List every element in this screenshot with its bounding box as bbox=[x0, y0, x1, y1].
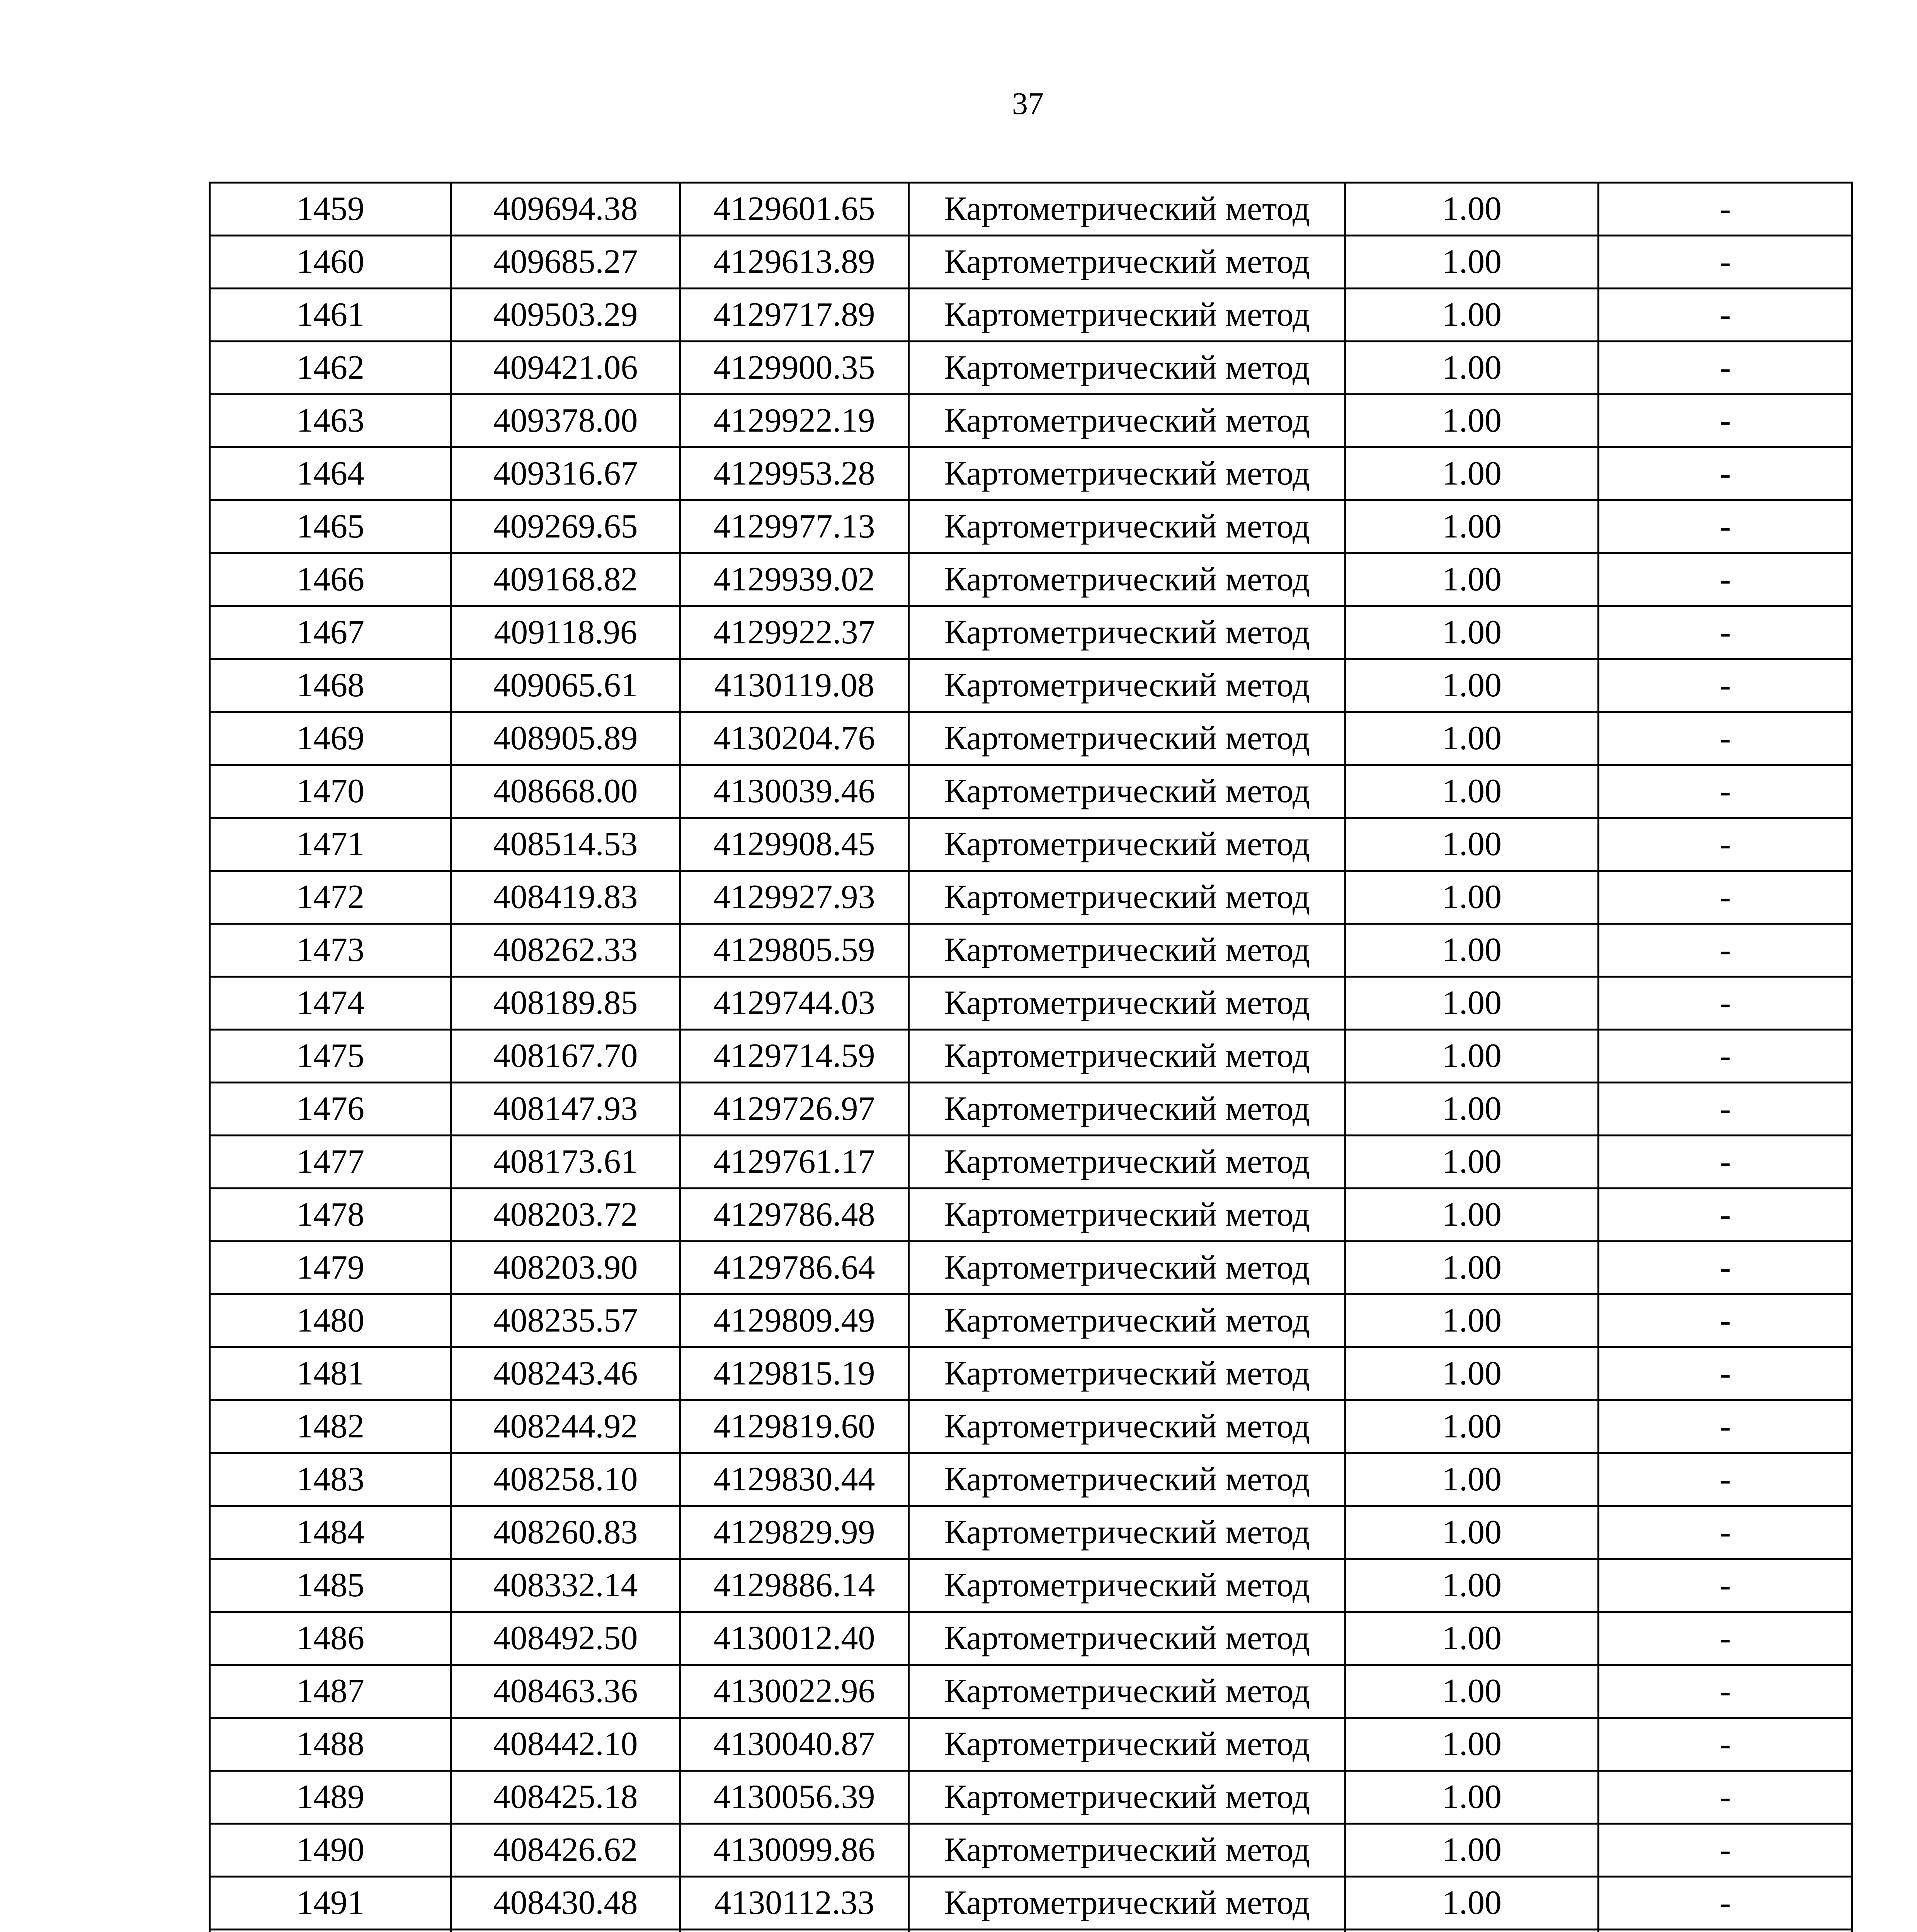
description-cell: - bbox=[1599, 1824, 1852, 1877]
x-coordinate-cell: 408668.00 bbox=[451, 765, 680, 818]
point-number-cell bbox=[210, 1930, 451, 1932]
y-coordinate-cell: 4129809.49 bbox=[680, 1294, 909, 1347]
table-row bbox=[210, 977, 1852, 1030]
y-coordinate-cell: 4129613.89 bbox=[680, 236, 909, 289]
accuracy-cell: 1.00 bbox=[1345, 1347, 1599, 1400]
accuracy-cell: 1.00 bbox=[1345, 659, 1599, 712]
y-coordinate-cell: 4129977.13 bbox=[680, 500, 909, 553]
table-row bbox=[210, 712, 1852, 765]
x-coordinate-cell: 408147.93 bbox=[451, 1083, 680, 1136]
y-coordinate-cell: 4129922.19 bbox=[680, 395, 909, 447]
method-cell: Картометрический метод bbox=[909, 606, 1345, 659]
x-coordinate-cell: 408173.61 bbox=[451, 1136, 680, 1189]
point-number-cell: 1472 bbox=[210, 871, 451, 924]
accuracy-cell: 1.00 bbox=[1345, 606, 1599, 659]
y-coordinate-cell: 4129786.64 bbox=[680, 1242, 909, 1294]
accuracy-cell: 1.00 bbox=[1345, 236, 1599, 289]
accuracy-cell: 1.00 bbox=[1345, 1189, 1599, 1242]
x-coordinate-cell: 409065.61 bbox=[451, 659, 680, 712]
x-coordinate-cell: 408463.36 bbox=[451, 1665, 680, 1718]
accuracy-cell: 1.00 bbox=[1345, 342, 1599, 395]
table-row bbox=[210, 765, 1852, 818]
method-cell: Картометрический метод bbox=[909, 765, 1345, 818]
method-cell: Картометрический метод bbox=[909, 1877, 1345, 1930]
y-coordinate-cell: 4129714.59 bbox=[680, 1030, 909, 1083]
table-row bbox=[210, 1718, 1852, 1771]
accuracy-cell: 1.00 bbox=[1345, 871, 1599, 924]
description-cell: - bbox=[1599, 447, 1852, 500]
method-cell: Картометрический метод bbox=[909, 712, 1345, 765]
x-coordinate-cell: 408492.50 bbox=[451, 1612, 680, 1665]
method-cell: Картометрический метод bbox=[909, 1718, 1345, 1771]
point-number-cell: 1479 bbox=[210, 1242, 451, 1294]
point-number-cell: 1470 bbox=[210, 765, 451, 818]
accuracy-cell: 1.00 bbox=[1345, 1030, 1599, 1083]
table-row bbox=[210, 606, 1852, 659]
method-cell: Картометрический метод bbox=[909, 395, 1345, 447]
x-coordinate-cell: 408258.10 bbox=[451, 1453, 680, 1506]
accuracy-cell: 1.00 bbox=[1345, 1400, 1599, 1453]
point-number-cell: 1491 bbox=[210, 1877, 451, 1930]
description-cell: - bbox=[1599, 818, 1852, 871]
description-cell: - bbox=[1599, 1453, 1852, 1506]
method-cell: Картометрический метод bbox=[909, 1506, 1345, 1559]
method-cell: Картометрический метод bbox=[909, 1612, 1345, 1665]
y-coordinate-cell: 4129927.93 bbox=[680, 871, 909, 924]
accuracy-cell: 1.00 bbox=[1345, 818, 1599, 871]
y-coordinate-cell: 4129829.99 bbox=[680, 1506, 909, 1559]
x-coordinate-cell: 409168.82 bbox=[451, 553, 680, 606]
point-number-cell: 1478 bbox=[210, 1189, 451, 1242]
y-coordinate-cell: 4129744.03 bbox=[680, 977, 909, 1030]
method-cell: Картометрический метод bbox=[909, 1559, 1345, 1612]
description-cell: - bbox=[1599, 712, 1852, 765]
method-cell: Картометрический метод bbox=[909, 183, 1345, 236]
description-cell: - bbox=[1599, 1877, 1852, 1930]
table-row bbox=[210, 1453, 1852, 1506]
description-cell: - bbox=[1599, 1294, 1852, 1347]
method-cell: Картометрический метод bbox=[909, 1294, 1345, 1347]
table-row bbox=[210, 553, 1852, 606]
table-row bbox=[210, 1347, 1852, 1400]
accuracy-cell: 1.00 bbox=[1345, 1718, 1599, 1771]
accuracy-cell: 1.00 bbox=[1345, 924, 1599, 977]
point-number-cell: 1467 bbox=[210, 606, 451, 659]
table-row bbox=[210, 500, 1852, 553]
accuracy-cell: 1.00 bbox=[1345, 1771, 1599, 1824]
y-coordinate-cell: 4130112.33 bbox=[680, 1877, 909, 1930]
method-cell: Картометрический метод bbox=[909, 1189, 1345, 1242]
accuracy-cell: 1.00 bbox=[1345, 1559, 1599, 1612]
accuracy-cell: 1.00 bbox=[1345, 1083, 1599, 1136]
y-coordinate-cell: 4129922.37 bbox=[680, 606, 909, 659]
point-number-cell: 1483 bbox=[210, 1453, 451, 1506]
x-coordinate-cell: 408203.90 bbox=[451, 1242, 680, 1294]
point-number-cell: 1486 bbox=[210, 1612, 451, 1665]
x-coordinate-cell: 408235.57 bbox=[451, 1294, 680, 1347]
table-row bbox=[210, 1294, 1852, 1347]
point-number-cell: 1460 bbox=[210, 236, 451, 289]
point-number-cell: 1477 bbox=[210, 1136, 451, 1189]
y-coordinate-cell: 4129726.97 bbox=[680, 1083, 909, 1136]
table-row bbox=[210, 1612, 1852, 1665]
table-row bbox=[210, 447, 1852, 500]
description-cell: - bbox=[1599, 395, 1852, 447]
table-row bbox=[210, 1877, 1852, 1930]
point-number-cell: 1471 bbox=[210, 818, 451, 871]
y-coordinate-cell: 4130119.08 bbox=[680, 659, 909, 712]
table-row bbox=[210, 342, 1852, 395]
accuracy-cell: 1.00 bbox=[1345, 1506, 1599, 1559]
x-coordinate-cell: 409269.65 bbox=[451, 500, 680, 553]
description-cell: - bbox=[1599, 1083, 1852, 1136]
y-coordinate-cell: 4129819.60 bbox=[680, 1400, 909, 1453]
description-cell: - bbox=[1599, 553, 1852, 606]
x-coordinate-cell: 409685.27 bbox=[451, 236, 680, 289]
accuracy-cell bbox=[1345, 1930, 1599, 1932]
description-cell: - bbox=[1599, 342, 1852, 395]
method-cell: Картометрический метод bbox=[909, 924, 1345, 977]
accuracy-cell: 1.00 bbox=[1345, 1294, 1599, 1347]
table-row bbox=[210, 183, 1852, 236]
method-cell: Картометрический метод bbox=[909, 236, 1345, 289]
method-cell: Картометрический метод bbox=[909, 1347, 1345, 1400]
description-cell: - bbox=[1599, 1347, 1852, 1400]
table-row bbox=[210, 1400, 1852, 1453]
description-cell: - bbox=[1599, 1771, 1852, 1824]
description-cell: - bbox=[1599, 1400, 1852, 1453]
description-cell: - bbox=[1599, 1136, 1852, 1189]
accuracy-cell: 1.00 bbox=[1345, 395, 1599, 447]
table-row bbox=[210, 871, 1852, 924]
point-number-cell: 1466 bbox=[210, 553, 451, 606]
description-cell: - bbox=[1599, 1506, 1852, 1559]
method-cell: Картометрический метод bbox=[909, 1665, 1345, 1718]
y-coordinate-cell: 4130099.86 bbox=[680, 1824, 909, 1877]
accuracy-cell: 1.00 bbox=[1345, 1136, 1599, 1189]
description-cell: - bbox=[1599, 1559, 1852, 1612]
method-cell: Картометрический метод bbox=[909, 342, 1345, 395]
accuracy-cell: 1.00 bbox=[1345, 977, 1599, 1030]
method-cell: Картометрический метод bbox=[909, 553, 1345, 606]
method-cell: Картометрический метод bbox=[909, 659, 1345, 712]
y-coordinate-cell: 4129805.59 bbox=[680, 924, 909, 977]
point-number-cell: 1481 bbox=[210, 1347, 451, 1400]
x-coordinate-cell bbox=[451, 1930, 680, 1932]
table-row bbox=[210, 1824, 1852, 1877]
point-number-cell: 1469 bbox=[210, 712, 451, 765]
point-number-cell: 1484 bbox=[210, 1506, 451, 1559]
x-coordinate-cell: 409421.06 bbox=[451, 342, 680, 395]
method-cell: Картометрический метод bbox=[909, 1824, 1345, 1877]
accuracy-cell: 1.00 bbox=[1345, 1242, 1599, 1294]
x-coordinate-cell: 408260.83 bbox=[451, 1506, 680, 1559]
point-number-cell: 1473 bbox=[210, 924, 451, 977]
point-number-cell: 1465 bbox=[210, 500, 451, 553]
table-row bbox=[210, 818, 1852, 871]
point-number-cell: 1487 bbox=[210, 1665, 451, 1718]
x-coordinate-cell: 409378.00 bbox=[451, 395, 680, 447]
x-coordinate-cell: 409694.38 bbox=[451, 183, 680, 236]
point-number-cell: 1488 bbox=[210, 1718, 451, 1771]
table-row bbox=[210, 395, 1852, 447]
method-cell: Картометрический метод bbox=[909, 1771, 1345, 1824]
accuracy-cell: 1.00 bbox=[1345, 553, 1599, 606]
description-cell: - bbox=[1599, 1242, 1852, 1294]
accuracy-cell: 1.00 bbox=[1345, 1824, 1599, 1877]
table-row bbox=[210, 1559, 1852, 1612]
method-cell: Картометрический метод bbox=[909, 1242, 1345, 1294]
description-cell: - bbox=[1599, 236, 1852, 289]
x-coordinate-cell: 408430.48 bbox=[451, 1877, 680, 1930]
description-cell: - bbox=[1599, 659, 1852, 712]
accuracy-cell: 1.00 bbox=[1345, 1877, 1599, 1930]
description-cell: - bbox=[1599, 924, 1852, 977]
method-cell: Картометрический метод bbox=[909, 871, 1345, 924]
table-row bbox=[210, 1189, 1852, 1242]
table-row bbox=[210, 1136, 1852, 1189]
accuracy-cell: 1.00 bbox=[1345, 1453, 1599, 1506]
x-coordinate-cell: 408514.53 bbox=[451, 818, 680, 871]
x-coordinate-cell: 408189.85 bbox=[451, 977, 680, 1030]
method-cell: Картометрический метод bbox=[909, 1136, 1345, 1189]
method-cell: Картометрический метод bbox=[909, 977, 1345, 1030]
x-coordinate-cell: 408425.18 bbox=[451, 1771, 680, 1824]
description-cell: - bbox=[1599, 500, 1852, 553]
point-number-cell: 1463 bbox=[210, 395, 451, 447]
x-coordinate-cell: 409503.29 bbox=[451, 289, 680, 342]
table-row bbox=[210, 1930, 1852, 1932]
table-row bbox=[210, 236, 1852, 289]
coordinates-table-body bbox=[210, 183, 1852, 1932]
x-coordinate-cell: 409316.67 bbox=[451, 447, 680, 500]
method-cell: Картометрический метод bbox=[909, 818, 1345, 871]
y-coordinate-cell: 4130056.39 bbox=[680, 1771, 909, 1824]
page-number: 37 bbox=[1012, 86, 1044, 121]
method-cell: Картометрический метод bbox=[909, 289, 1345, 342]
y-coordinate-cell: 4129886.14 bbox=[680, 1559, 909, 1612]
description-cell: - bbox=[1599, 765, 1852, 818]
point-number-cell: 1482 bbox=[210, 1400, 451, 1453]
point-number-cell: 1459 bbox=[210, 183, 451, 236]
x-coordinate-cell: 408262.33 bbox=[451, 924, 680, 977]
description-cell: - bbox=[1599, 183, 1852, 236]
method-cell bbox=[909, 1930, 1345, 1932]
description-cell: - bbox=[1599, 871, 1852, 924]
y-coordinate-cell: 4129761.17 bbox=[680, 1136, 909, 1189]
accuracy-cell: 1.00 bbox=[1345, 712, 1599, 765]
x-coordinate-cell: 408332.14 bbox=[451, 1559, 680, 1612]
accuracy-cell: 1.00 bbox=[1345, 183, 1599, 236]
x-coordinate-cell: 408167.70 bbox=[451, 1030, 680, 1083]
y-coordinate-cell: 4130022.96 bbox=[680, 1665, 909, 1718]
point-number-cell: 1474 bbox=[210, 977, 451, 1030]
point-number-cell: 1462 bbox=[210, 342, 451, 395]
y-coordinate-cell: 4130012.40 bbox=[680, 1612, 909, 1665]
description-cell: - bbox=[1599, 1665, 1852, 1718]
x-coordinate-cell: 409118.96 bbox=[451, 606, 680, 659]
table-row bbox=[210, 1083, 1852, 1136]
point-number-cell: 1489 bbox=[210, 1771, 451, 1824]
point-number-cell: 1475 bbox=[210, 1030, 451, 1083]
y-coordinate-cell: 4130204.76 bbox=[680, 712, 909, 765]
method-cell: Картометрический метод bbox=[909, 447, 1345, 500]
y-coordinate-cell: 4129900.35 bbox=[680, 342, 909, 395]
y-coordinate-cell: 4129786.48 bbox=[680, 1189, 909, 1242]
accuracy-cell: 1.00 bbox=[1345, 1665, 1599, 1718]
x-coordinate-cell: 408203.72 bbox=[451, 1189, 680, 1242]
y-coordinate-cell bbox=[680, 1930, 909, 1932]
point-number-cell: 1468 bbox=[210, 659, 451, 712]
table-row bbox=[210, 1506, 1852, 1559]
point-number-cell: 1490 bbox=[210, 1824, 451, 1877]
y-coordinate-cell: 4130040.87 bbox=[680, 1718, 909, 1771]
description-cell: - bbox=[1599, 977, 1852, 1030]
table-row bbox=[210, 1665, 1852, 1718]
accuracy-cell: 1.00 bbox=[1345, 289, 1599, 342]
description-cell: - bbox=[1599, 1612, 1852, 1665]
method-cell: Картометрический метод bbox=[909, 1400, 1345, 1453]
x-coordinate-cell: 408243.46 bbox=[451, 1347, 680, 1400]
y-coordinate-cell: 4129908.45 bbox=[680, 818, 909, 871]
y-coordinate-cell: 4129939.02 bbox=[680, 553, 909, 606]
y-coordinate-cell: 4130039.46 bbox=[680, 765, 909, 818]
coordinates-table bbox=[209, 182, 1853, 1932]
accuracy-cell: 1.00 bbox=[1345, 447, 1599, 500]
point-number-cell: 1464 bbox=[210, 447, 451, 500]
method-cell: Картометрический метод bbox=[909, 1030, 1345, 1083]
x-coordinate-cell: 408419.83 bbox=[451, 871, 680, 924]
table-row bbox=[210, 1030, 1852, 1083]
x-coordinate-cell: 408442.10 bbox=[451, 1718, 680, 1771]
description-cell: - bbox=[1599, 289, 1852, 342]
description-cell: - bbox=[1599, 1030, 1852, 1083]
x-coordinate-cell: 408426.62 bbox=[451, 1824, 680, 1877]
description-cell bbox=[1599, 1930, 1852, 1932]
y-coordinate-cell: 4129717.89 bbox=[680, 289, 909, 342]
accuracy-cell: 1.00 bbox=[1345, 765, 1599, 818]
y-coordinate-cell: 4129830.44 bbox=[680, 1453, 909, 1506]
accuracy-cell: 1.00 bbox=[1345, 1612, 1599, 1665]
method-cell: Картометрический метод bbox=[909, 500, 1345, 553]
table-row bbox=[210, 289, 1852, 342]
x-coordinate-cell: 408905.89 bbox=[451, 712, 680, 765]
description-cell: - bbox=[1599, 1718, 1852, 1771]
description-cell: - bbox=[1599, 1189, 1852, 1242]
description-cell: - bbox=[1599, 606, 1852, 659]
y-coordinate-cell: 4129953.28 bbox=[680, 447, 909, 500]
table-row bbox=[210, 924, 1852, 977]
point-number-cell: 1476 bbox=[210, 1083, 451, 1136]
table-row bbox=[210, 1771, 1852, 1824]
point-number-cell: 1480 bbox=[210, 1294, 451, 1347]
y-coordinate-cell: 4129601.65 bbox=[680, 183, 909, 236]
point-number-cell: 1485 bbox=[210, 1559, 451, 1612]
table-row bbox=[210, 1242, 1852, 1294]
accuracy-cell: 1.00 bbox=[1345, 500, 1599, 553]
table-row bbox=[210, 659, 1852, 712]
method-cell: Картометрический метод bbox=[909, 1083, 1345, 1136]
point-number-cell: 1461 bbox=[210, 289, 451, 342]
y-coordinate-cell: 4129815.19 bbox=[680, 1347, 909, 1400]
method-cell: Картометрический метод bbox=[909, 1453, 1345, 1506]
x-coordinate-cell: 408244.92 bbox=[451, 1400, 680, 1453]
